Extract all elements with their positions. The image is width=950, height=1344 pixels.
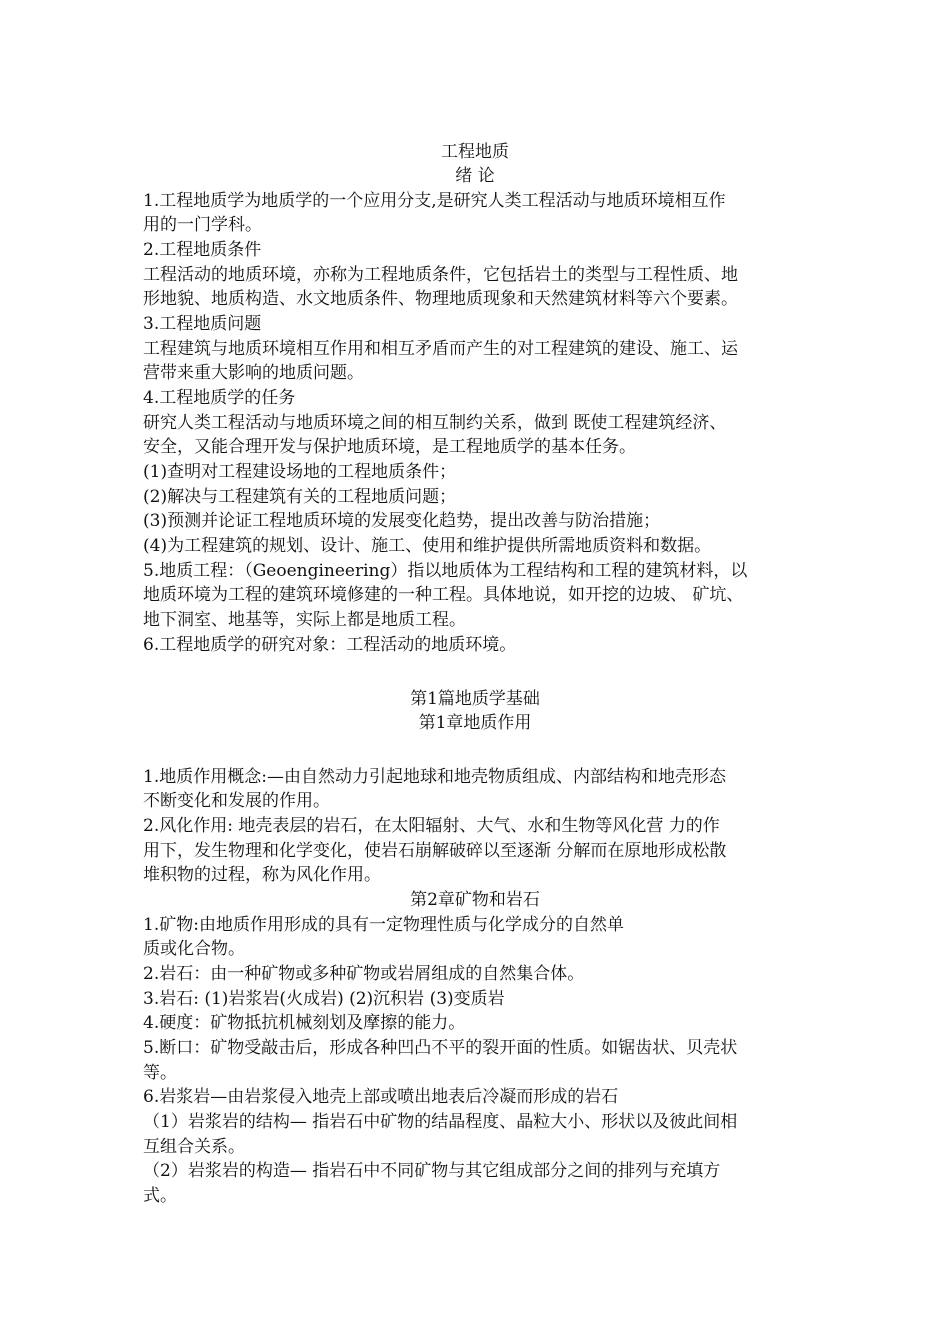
text-line: 地质环境为工程的建筑环境修建的一种工程。具体地说，如开挖的边坡、 矿坑、	[143, 585, 744, 605]
text-line: 等。	[143, 1063, 177, 1083]
text-line: 互组合关系。	[143, 1137, 245, 1157]
text-line: 堆积物的过程，称为风化作用。	[143, 865, 381, 885]
text-line: 不断变化和发展的作用。	[143, 791, 330, 811]
text-line: 3.工程地质问题	[143, 314, 262, 334]
intro-heading: 绪 论	[455, 166, 495, 186]
text-line: 6.工程地质学的研究对象：工程活动的地质环境。	[143, 635, 517, 655]
text-line: 形地貌、地质构造、水文地质条件、物理地质现象和天然建筑材料等六个要素。	[143, 289, 738, 309]
text-line: (3)预测并论证工程地质环境的发展变化趋势，提出改善与防治措施；	[143, 511, 661, 531]
text-line: 4.工程地质学的任务	[143, 388, 296, 408]
text-line: 5.断口：矿物受敲击后，形成各种凹凸不平的裂开面的性质。如锯齿状、贝壳状	[143, 1038, 738, 1058]
chapter-heading: 第2章矿物和岩石	[410, 890, 540, 910]
text-line: 用的一门学科。	[143, 215, 262, 235]
document-title: 工程地质	[441, 142, 509, 162]
text-line: 1.工程地质学为地质学的一个应用分支,是研究人类工程活动与地质环境相互作	[143, 191, 726, 211]
text-line: 研究人类工程活动与地质环境之间的相互制约关系，做到 既使工程建筑经济、	[143, 413, 727, 433]
chapter-heading: 第1章地质作用	[418, 713, 532, 733]
text-line: 安全，又能合理开发与保护地质环境，是工程地质学的基本任务。	[143, 437, 636, 457]
part-heading: 第1篇地质学基础	[410, 689, 540, 709]
text-line: （2）岩浆岩的构造— 指岩石中不同矿物与其它组成部分之间的排列与充填方	[143, 1161, 721, 1181]
text-line: 工程建筑与地质环境相互作用和相互矛盾而产生的对工程建筑的建设、施工、运	[143, 339, 738, 359]
text-line: (4)为工程建筑的规划、设计、施工、使用和维护提供所需地质资料和数据。	[143, 536, 712, 556]
text-line: （1）岩浆岩的结构— 指岩石中矿物的结晶程度、晶粒大小、形状以及彼此间相	[143, 1112, 738, 1132]
text-line: 营带来重大影响的地质问题。	[143, 363, 364, 383]
text-line: 工程活动的地质环境，亦称为工程地质条件，它包括岩土的类型与工程性质、地	[143, 265, 738, 285]
text-line: 式。	[143, 1186, 177, 1206]
text-line: (2)解决与工程建筑有关的工程地质问题；	[143, 487, 457, 507]
text-line: 4.硬度：矿物抵抗机械刻划及摩擦的能力。	[143, 1013, 466, 1033]
text-line: 2.岩石：由一种矿物或多种矿物或岩屑组成的自然集合体。	[143, 964, 585, 984]
text-line: 2.风化作用: 地壳表层的岩石，在太阳辐射、大气、水和生物等风化营 力的作	[143, 816, 720, 836]
text-line: 3.岩石: (1)岩浆岩(火成岩) (2)沉积岩 (3)变质岩	[143, 989, 505, 1009]
text-line: 1.矿物:由地质作用形成的具有一定物理性质与化学成分的自然单	[143, 915, 624, 935]
text-line: 质或化合物。	[143, 939, 245, 959]
text-line: 用下，发生物理和化学变化，使岩石崩解破碎以至逐渐 分解而在原地形成松散	[143, 841, 727, 861]
text-line: 6.岩浆岩—由岩浆侵入地壳上部或喷出地表后冷凝而形成的岩石	[143, 1087, 619, 1107]
text-line: (1)查明对工程建设场地的工程地质条件；	[143, 462, 457, 482]
text-line: 1.地质作用概念:—由自然动力引起地球和地壳物质组成、内部结构和地壳形态	[143, 767, 726, 787]
text-line: 地下洞室、地基等，实际上都是地质工程。	[143, 610, 466, 630]
text-line: 2.工程地质条件	[143, 240, 262, 260]
text-line: 5.地质工程：（Geoengineering）指以地质体为工程结构和工程的建筑材料，以	[143, 561, 748, 581]
